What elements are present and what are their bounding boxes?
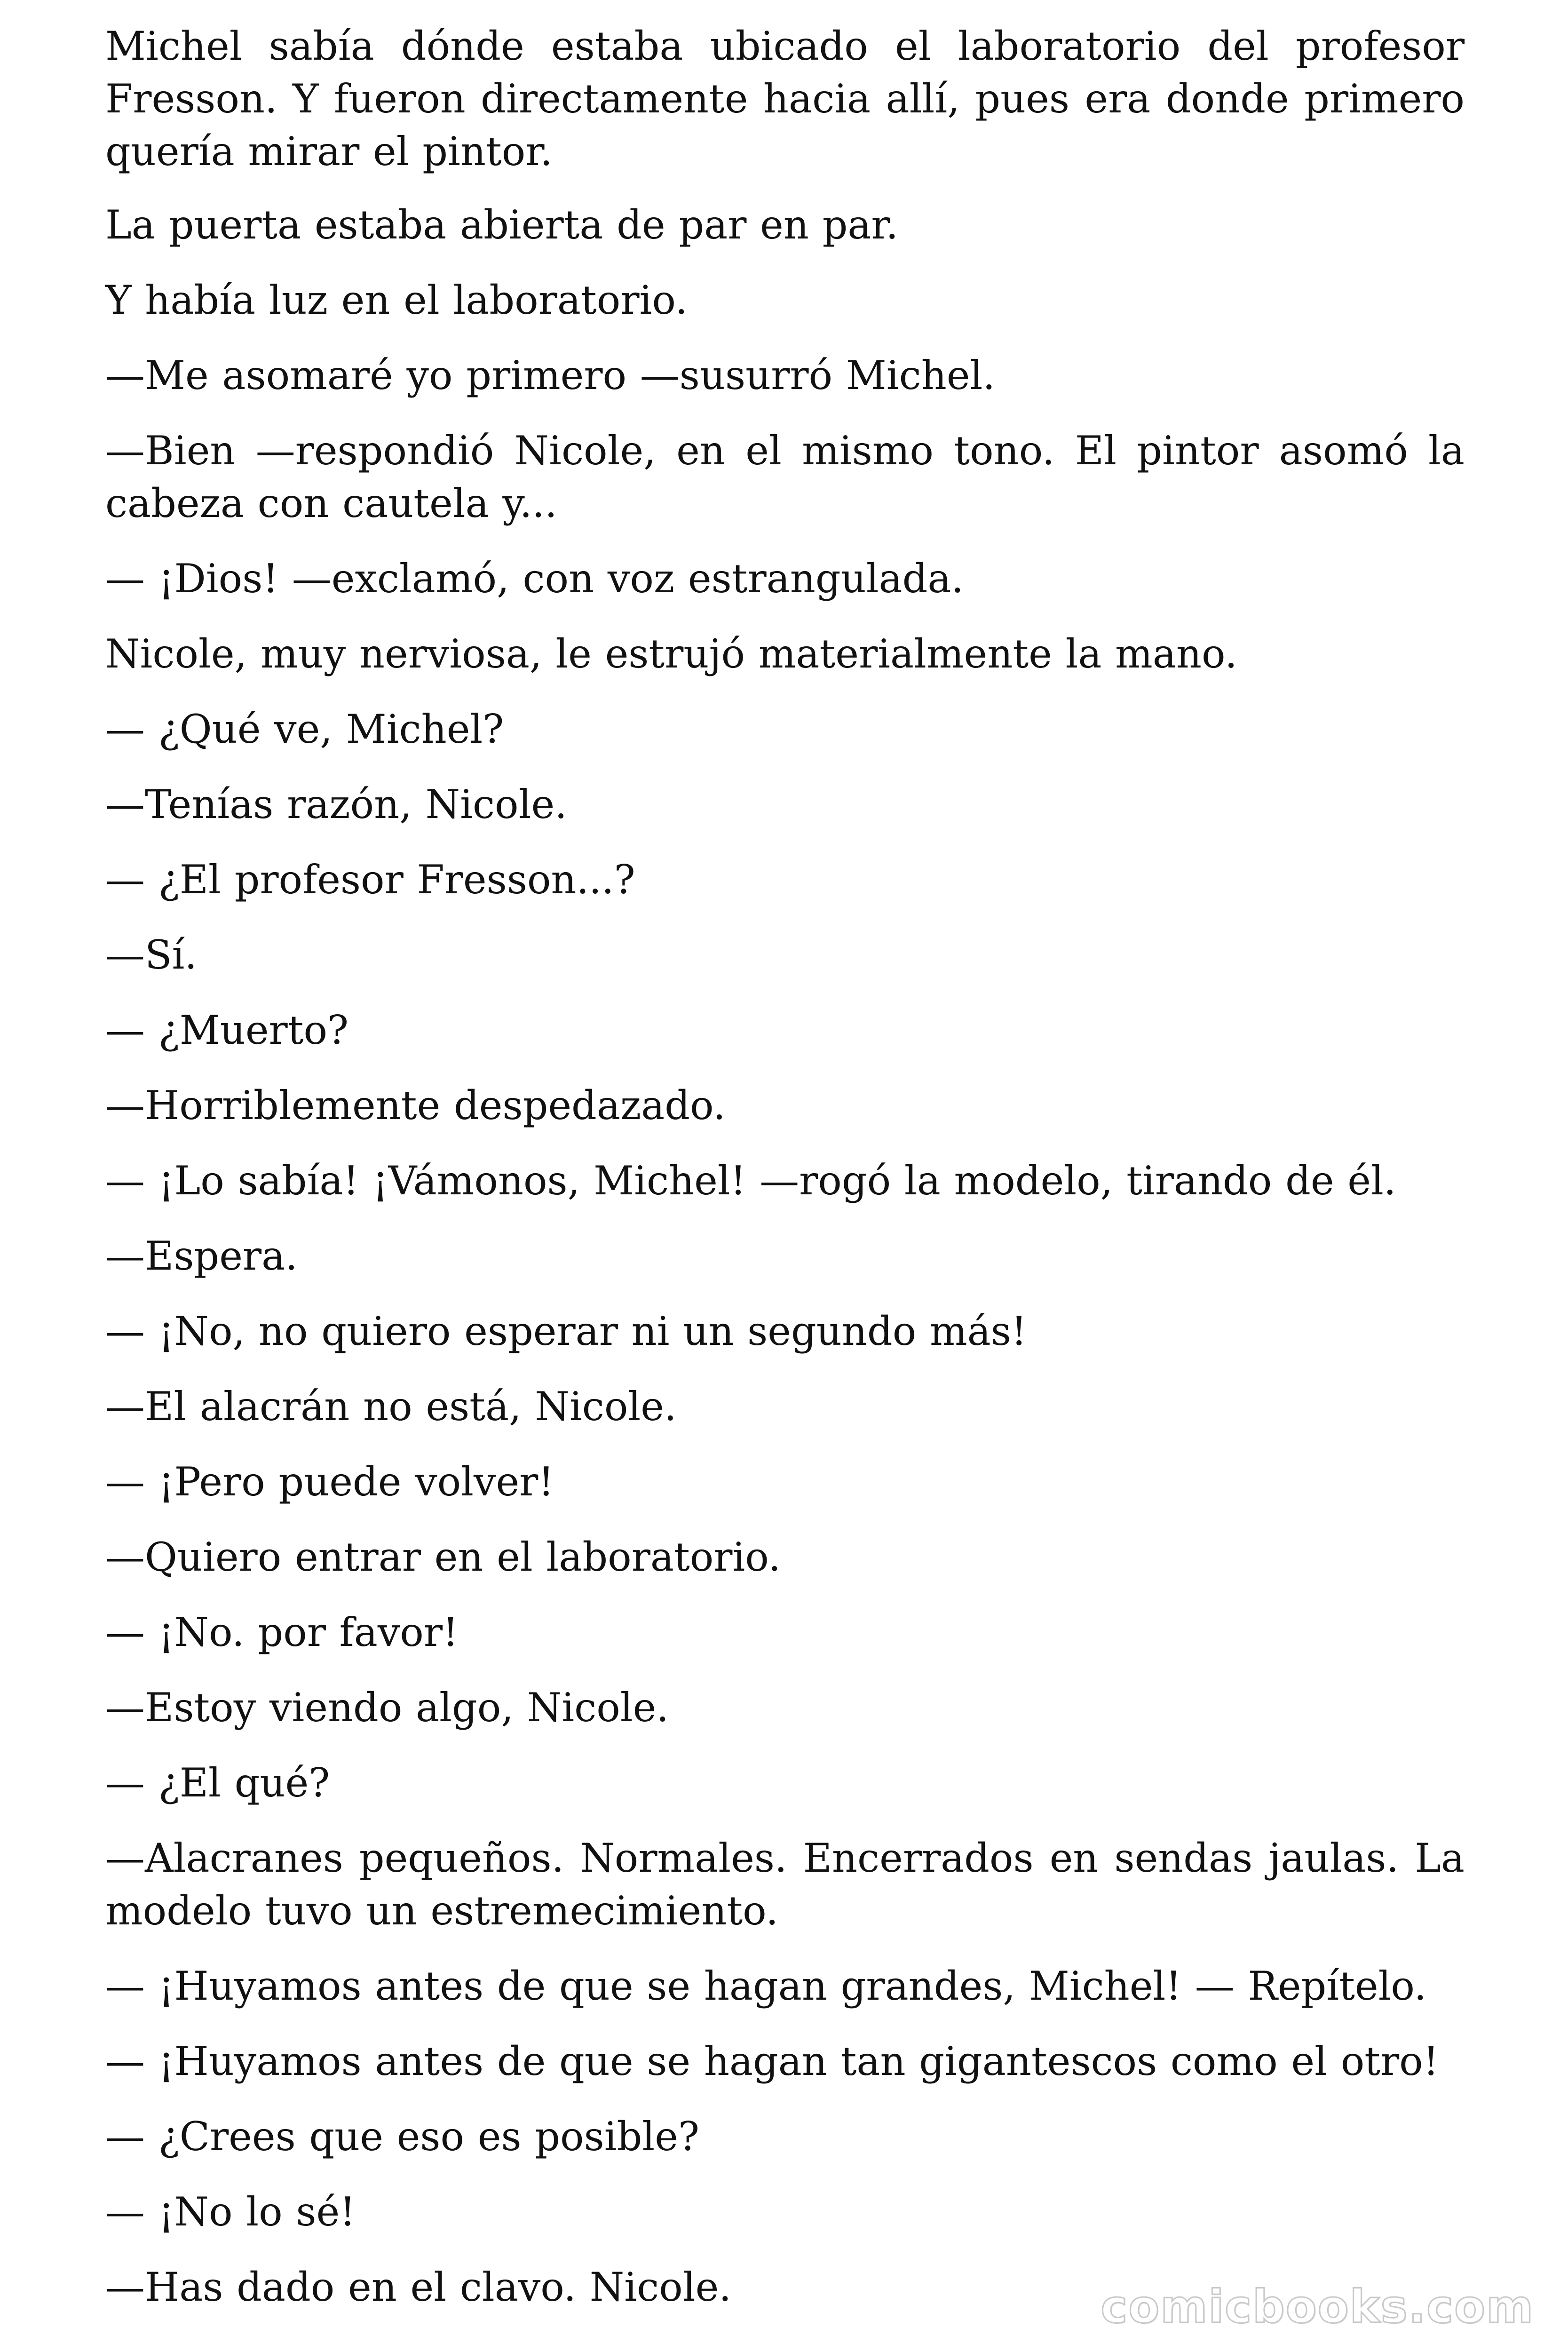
paragraph: —Tenías razón, Nicole. [105,781,567,827]
paragraph: — ¡Lo sabía! ¡Vámonos, Michel! —rogó la modelo, tirando de él. [105,1158,1396,1204]
paragraph: — ¿El profesor Fresson...? [105,857,635,903]
page-text [105,20,1465,2336]
paragraph: La puerta estaba abierta de par en par. [105,202,899,248]
paragraph: —Quiero entrar en el laboratorio. [105,1534,781,1580]
paragraph: — ¿Crees que eso es posible? [105,2114,699,2160]
paragraph: —Has dado en el clavo. Nicole. [105,2264,732,2310]
paragraph: — ¿El qué? [105,1760,330,1806]
paragraph: — ¿Muerto? [105,1007,349,1053]
paragraph: Y había luz en el laboratorio. [105,277,688,323]
paragraph: —Horriblemente despedazado. [105,1082,726,1128]
paragraph: —Sí. [105,932,198,978]
paragraph: Michel sabía dónde estaba ubicado el laboratorio del profesor Fresson. Y fueron directamente hacia allí, pues era donde primero quería mirar el pintor. [105,23,1465,175]
paragraph: — ¡Huyamos antes de que se hagan tan gigantescos como el otro! [105,2038,1439,2084]
paragraph: Nicole, muy nerviosa, le estrujó materialmente la mano. [105,631,1237,677]
watermark: comicbooks.com [1101,2280,1534,2333]
paragraph: — ¡Pero puede volver! [105,1459,554,1505]
paragraph: — ¡No, no quiero esperar ni un segundo más! [105,1308,1027,1354]
paragraph: — ¡No lo sé! [105,2189,356,2235]
paragraph: —El alacrán no está, Nicole. [105,1383,677,1430]
paragraph: —Estoy viendo algo, Nicole. [105,1685,669,1731]
paragraph: —Me asomaré yo primero —susurró Michel. [105,352,996,398]
paragraph: — ¡No. por favor! [105,1609,459,1655]
paragraph: — ¿Qué ve, Michel? [105,706,504,752]
paragraph: —Espera. [105,1233,298,1279]
paragraph: — ¡Dios! —exclamó, con voz estrangulada. [105,556,964,602]
paragraph: —Alacranes pequeños. Normales. Encerrados en sendas jaulas. La modelo tuvo un estremecimiento. [105,1835,1465,1934]
paragraph: — ¡Huyamos antes de que se hagan grandes, Michel! — Repítelo. [105,1963,1427,2009]
paragraph: —Bien —respondió Nicole, en el mismo tono. El pintor asomó la cabeza con cautela y... [105,428,1465,526]
